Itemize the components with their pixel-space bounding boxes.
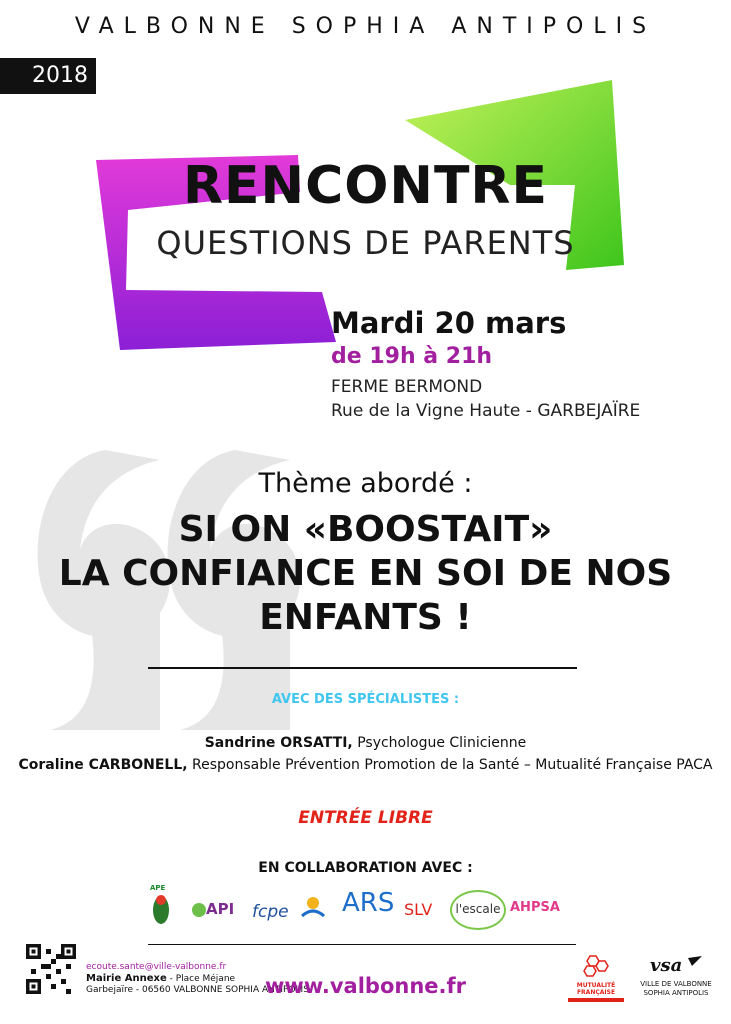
ville-text: VILLE DE VALBONNE — [640, 980, 712, 988]
ville-logo — [634, 954, 718, 998]
swimmer-icon — [300, 894, 326, 924]
theme-line-1: SI ON «BOOSTAIT» — [178, 509, 553, 550]
mutualite-bar — [568, 998, 624, 1002]
speaker-name: Sandrine ORSATTI, — [204, 735, 353, 751]
office-place: - Place Méjane — [166, 974, 236, 984]
svg-text:vsa: vsa — [650, 955, 683, 976]
event-date: Mardi 20 mars — [331, 306, 567, 340]
city-header: VALBONNE SOPHIA ANTIPOLIS — [74, 14, 657, 39]
swimmer-logo — [300, 894, 326, 928]
free-entry-label: ENTRÉE LIBRE — [298, 808, 433, 828]
page-title: RENCONTRE — [182, 156, 548, 216]
year-badge: 2018 — [0, 58, 96, 94]
website-link[interactable]: www.valbonne.fr — [265, 974, 466, 998]
speaker-role: Psychologue Clinicienne — [352, 735, 527, 751]
partner-logos — [148, 882, 576, 934]
speaker-name: Coraline CARBONELL, — [18, 757, 188, 773]
theme-label: Thème abordé : — [258, 468, 473, 499]
ars-logo: ARS — [342, 888, 395, 918]
escale-logo: l'escale — [450, 890, 506, 930]
contact-email[interactable]: ecoute.sante@ville-valbonne.fr — [86, 962, 227, 972]
bird-icon — [150, 892, 172, 928]
event-address: Rue de la Vigne Haute - GARBEJAÏRE — [331, 401, 641, 421]
ahpsa-logo: AHPSA — [510, 900, 560, 915]
theme-title — [0, 508, 731, 640]
mutualite-text: MUTUALITÉ FRANÇAISE — [576, 982, 616, 996]
page-subtitle: QUESTIONS DE PARENTS — [156, 224, 575, 262]
divider — [148, 667, 577, 669]
office-name: Mairie Annexe — [86, 973, 167, 984]
office-address: Garbejaïre - 06560 VALBONNE SOPHIA ANTIPOLIS — [86, 985, 309, 995]
specialists-heading: AVEC DES SPÉCIALISTES : — [271, 692, 460, 707]
hexagon-icon — [581, 954, 611, 978]
event-venue: FERME BERMOND — [331, 377, 483, 397]
theme-line-2: LA CONFIANCE EN SOI DE NOS — [58, 553, 673, 594]
collaboration-heading: EN COLLABORATION AVEC : — [258, 860, 473, 876]
footer-divider — [148, 944, 576, 945]
api-logo-text: API — [206, 900, 235, 918]
vsa-logo-icon — [648, 954, 704, 976]
event-time: de 19h à 21h — [331, 344, 493, 369]
speaker-2 — [0, 754, 731, 776]
ape-logo — [150, 884, 172, 928]
speaker-role: Responsable Prévention Promotion de la Santé – Mutualité Française PACA — [187, 757, 713, 773]
api-circle-icon — [192, 903, 206, 917]
ville-text-2: SOPHIA ANTIPOLIS — [643, 989, 709, 997]
api-logo — [192, 900, 234, 918]
theme-line-3: ENFANTS ! — [259, 597, 472, 638]
mutualite-logo — [568, 954, 624, 1002]
speakers-list — [0, 732, 731, 776]
slv-logo: SLV — [404, 900, 433, 919]
fcpe-logo: fcpe — [252, 902, 289, 922]
event-details — [331, 306, 640, 423]
speaker-1 — [0, 732, 731, 754]
ape-logo-text: APE — [150, 884, 166, 892]
